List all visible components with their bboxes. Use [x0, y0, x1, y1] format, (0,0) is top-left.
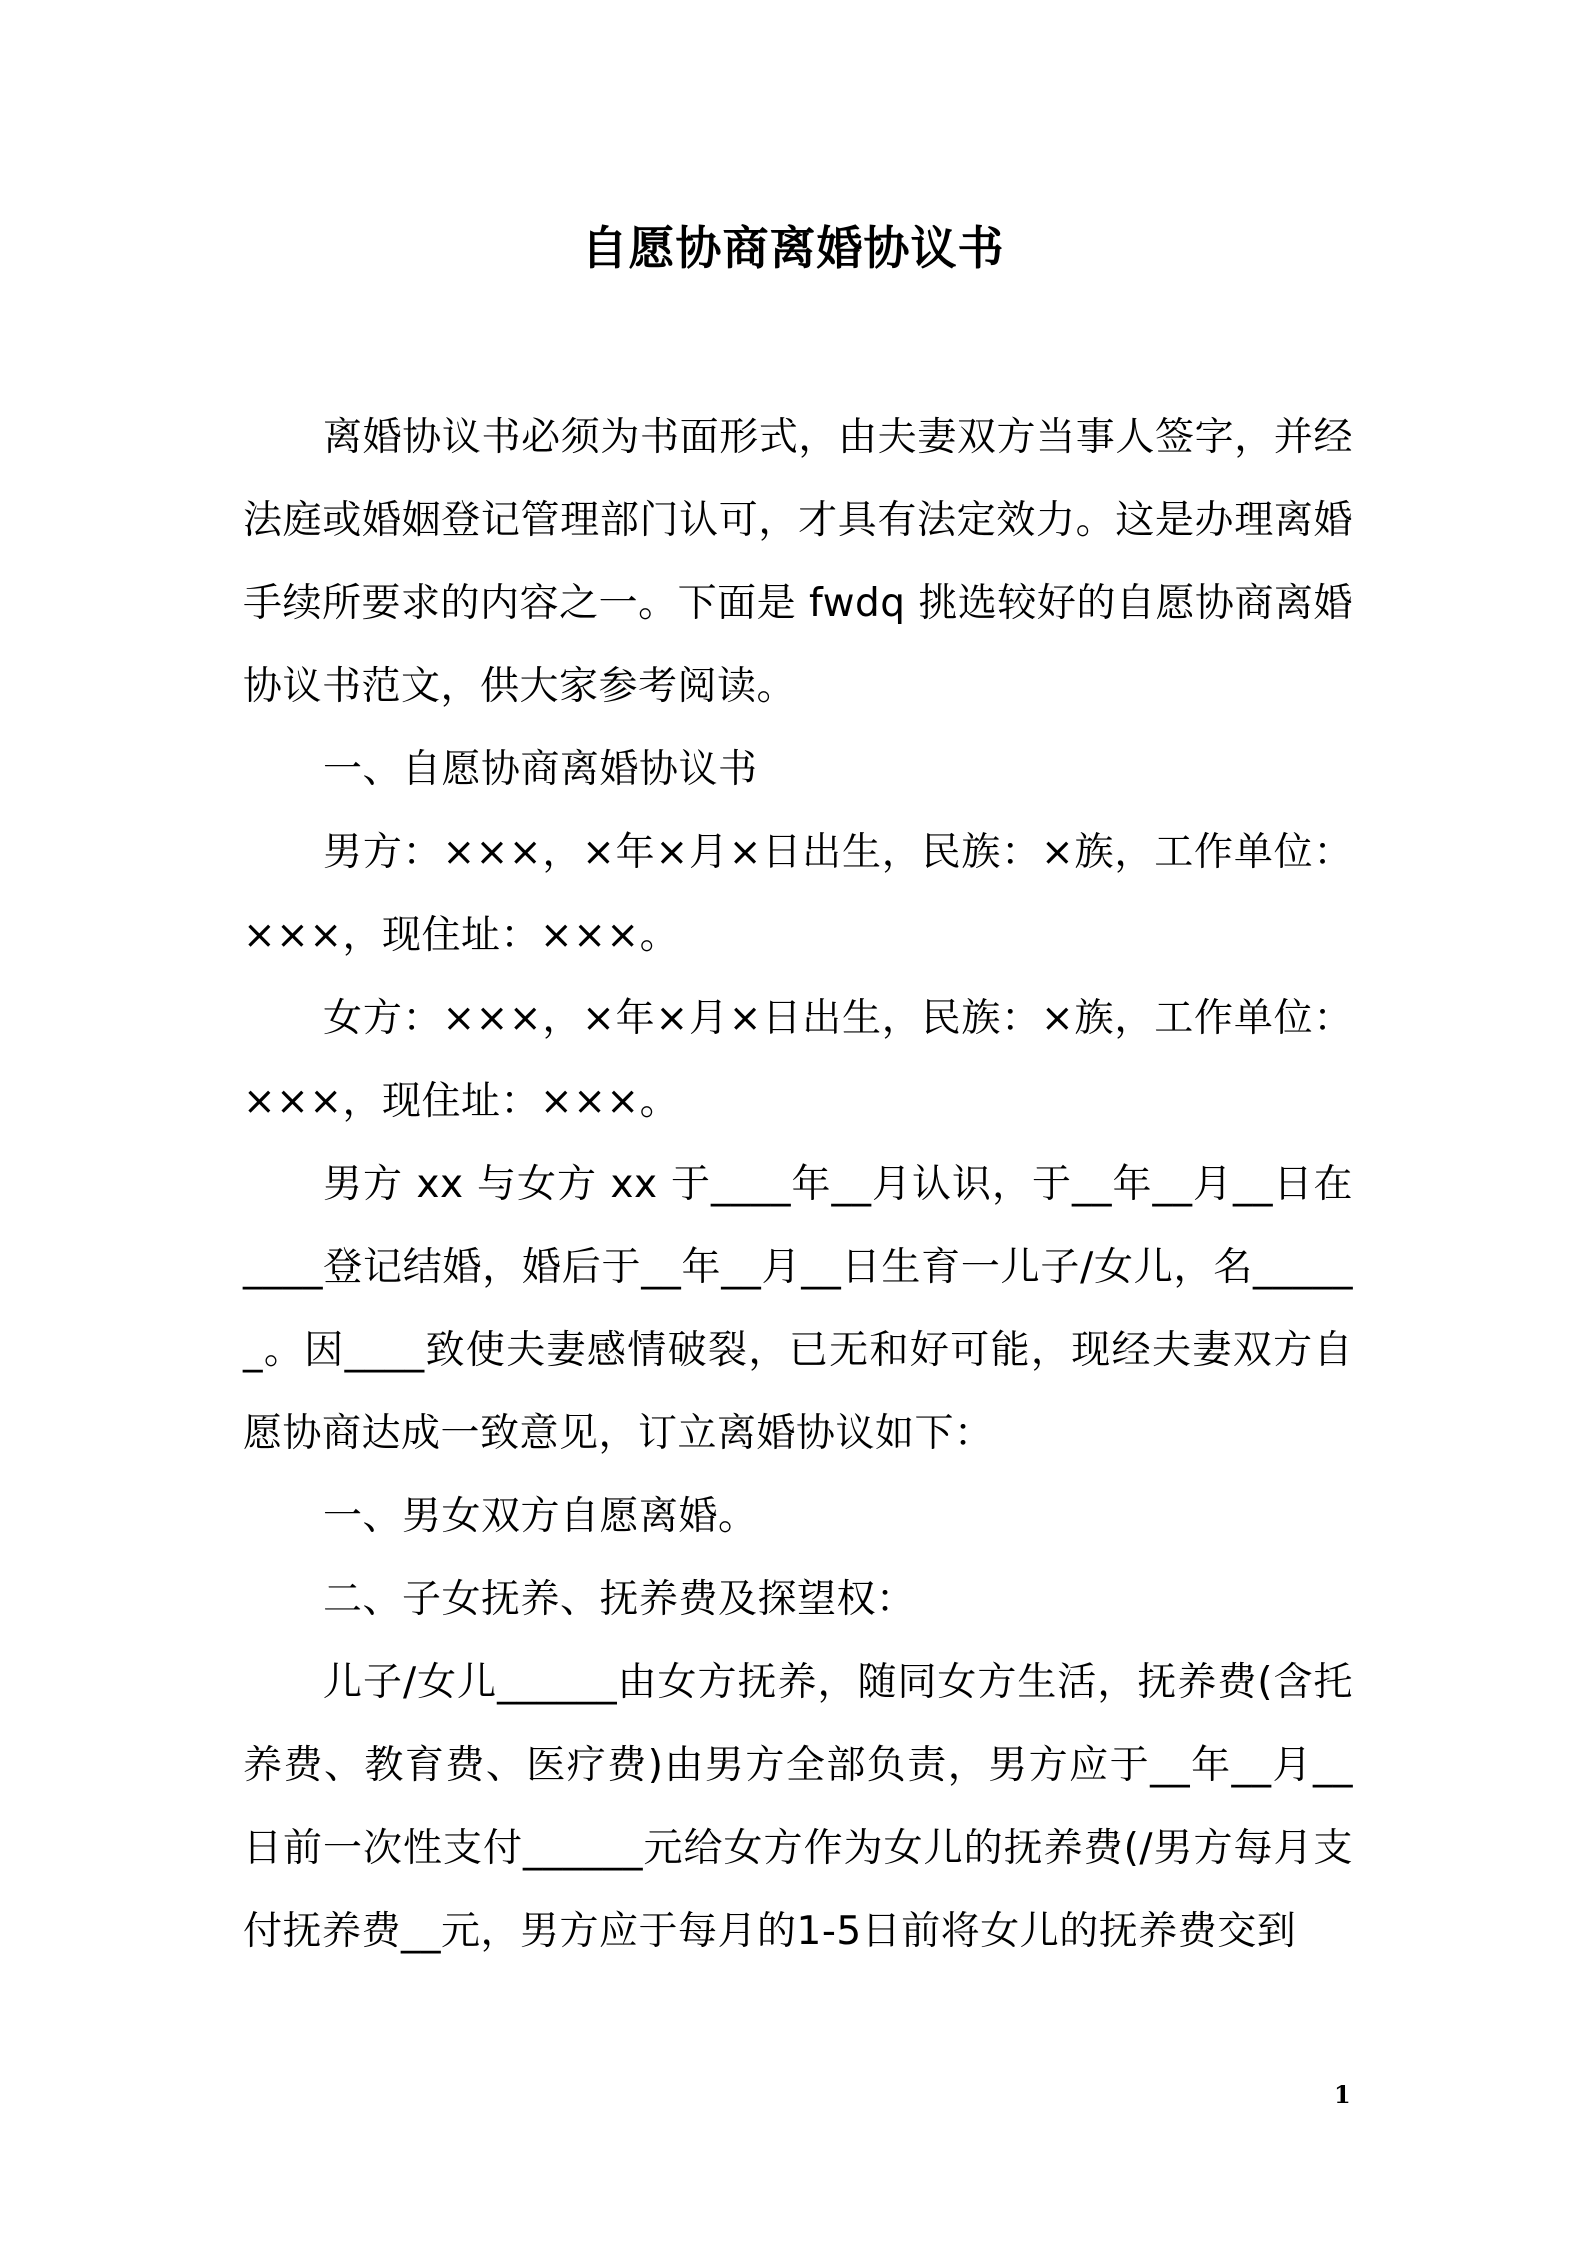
child-support-paragraph: 儿子/女儿______由女方抚养，随同女方生活，抚养费(含托养费、教育费、医疗费)由男方全部负责，男方应于__年__月__日前一次性支付______元给女方作为女儿的抚养费(/男方每月支付抚养费__元，男方应于每月的1-5日前将女儿的抚养费交到: [243, 1660, 1353, 1954]
male-party-info: 男方：×××，×年×月×日出生，民族：×族，工作单位：×××，现住址：×××。: [243, 830, 1353, 958]
intro-paragraph: 离婚协议书必须为书面形式，由夫妻双方当事人签字，并经法庭或婚姻登记管理部门认可，才具有法定效力。这是办理离婚手续所要求的内容之一。下面是 fwdq 挑选较好的自愿协商离婚协议书范文，供大家参考阅读。: [243, 415, 1353, 709]
clause-one: 一、男女双方自愿离婚。: [323, 1494, 758, 1539]
document-title: 自愿协商离婚协议书: [581, 221, 1005, 275]
female-party-info: 女方：×××，×年×月×日出生，民族：×族，工作单位：×××，现住址：×××。: [243, 996, 1353, 1124]
marriage-background-paragraph: 男方 xx 与女方 xx 于____年__月认识，于__年__月__日在____登记结婚，婚后于__年__月__日生育一儿子/女儿，名______。因____致使夫妻感情破裂，已无和好可能，现经夫妻双方自愿协商达成一致意见，订立离婚协议如下：: [243, 1162, 1353, 1456]
clause-two-heading: 二、子女抚养、抚养费及探望权：: [323, 1577, 916, 1622]
document-body: [243, 396, 1353, 1973]
page-number: 1: [1334, 2080, 1351, 2109]
section-heading: 一、自愿协商离婚协议书: [323, 747, 758, 792]
